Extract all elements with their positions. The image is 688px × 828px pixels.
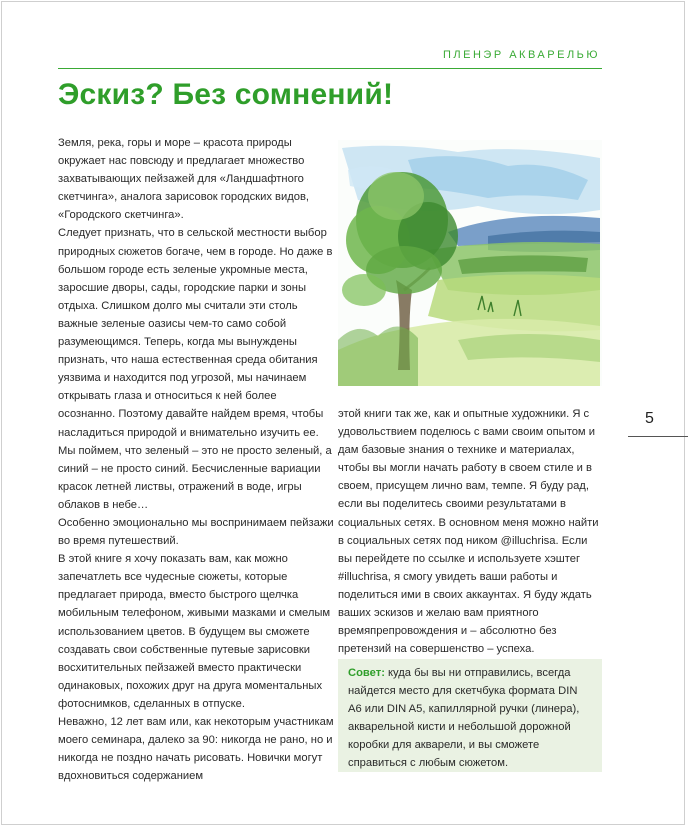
tip-label: Совет: bbox=[348, 667, 385, 679]
page-number: 5 bbox=[645, 410, 654, 427]
paragraph: В этой книге я хочу показать вам, как можно запечатлеть все чудесные сюжеты, которые предлагает природа, вместо быстрого щелчка мобильным телефоном, живыми мазками и смелым использованием цветов. В будущем вы сможете создавать свои собственные путевые зарисовки восхитительных пейзажей вместо практически одинаковых, похожих друг на друга моментальных фотоснимков, сделанных в отпуске. bbox=[58, 553, 331, 710]
article-title: Эскиз? Без сомнений! bbox=[58, 78, 394, 111]
page-number-rule bbox=[628, 436, 688, 437]
right-text-column bbox=[338, 405, 602, 658]
paragraph: Особенно эмоционально мы воспринимаем пейзажи во время путешествий. bbox=[58, 516, 334, 548]
paragraph: Следует признать, что в сельской местности выбор природных сюжетов богаче, чем в городе. Но даже в большом городе есть зеленые укромные места, заросшие дворы, сады, городские парки и зоны отдыха. Слишком долго мы считали эти столь важные зеленые оазисы чем-то само собой разумеющимся. Теперь, когда мы вынуждены признать, что наша естественная среда обитания уязвима и находится под угрозой, мы начинаем открывать глаза и относиться к ней более осознанно. Поэтому давайте найдем время, чтобы насладиться природой и внимательно изучить ее. Мы поймем, что зеленый – это не просто зеленый, а синий – не просто синий. Бесчисленные вариации красок летней листвы, отражений в воде, игры облаков в небе… bbox=[58, 227, 333, 511]
tip-box bbox=[338, 659, 602, 772]
left-text-column bbox=[58, 134, 334, 785]
paragraph: Неважно, 12 лет вам или, как некоторым участникам моего семинара, далеко за 90: никогда не рано, но и никогда не поздно начать рисовать. Новички могут вдохновиться содержанием bbox=[58, 716, 334, 783]
paragraph: Земля, река, горы и море – красота природы окружает нас повсюду и предлагает множество захватывающих пейзажей для «Ландшафтного скетчинга», аналога зарисовок городских видов, «Городского скетчинга». bbox=[58, 137, 310, 222]
header-rule bbox=[58, 68, 602, 69]
paragraph: этой книги так же, как и опытные художники. Я с удовольствием поделюсь с вами своим опытом и дам базовые знания о технике и материалах, чтобы вы могли начать работу в своем стиле и в своем, присущем лично вам, темпе. Я буду рад, если вы поделитесь своими результатами в социальных сетях. В основном меня можно найти в социальных сетях под ником @illuchrisa. Если вы перейдете по ссылке и используете хэштег #illuchrisa, я смогу увидеть ваши работы и поделиться ими в своих аккаунтах. Я буду ждать ваших эскизов и желаю вам приятного времяпрепровождения и – абсолютно без претензий на совершенство – успеха. bbox=[338, 408, 599, 656]
tip-text: куда бы вы ни отправились, всегда найдется место для скетчбука формата DIN A6 или DIN A5, капиллярной ручки (линера), акварельной кисти и небольшой дорожной коробки для акварели, и вы сможете справиться с любым сюжетом. bbox=[348, 667, 580, 770]
running-head: ПЛЕНЭР АКВАРЕЛЬЮ bbox=[443, 49, 600, 61]
watercolor-landscape-illustration bbox=[338, 140, 602, 386]
